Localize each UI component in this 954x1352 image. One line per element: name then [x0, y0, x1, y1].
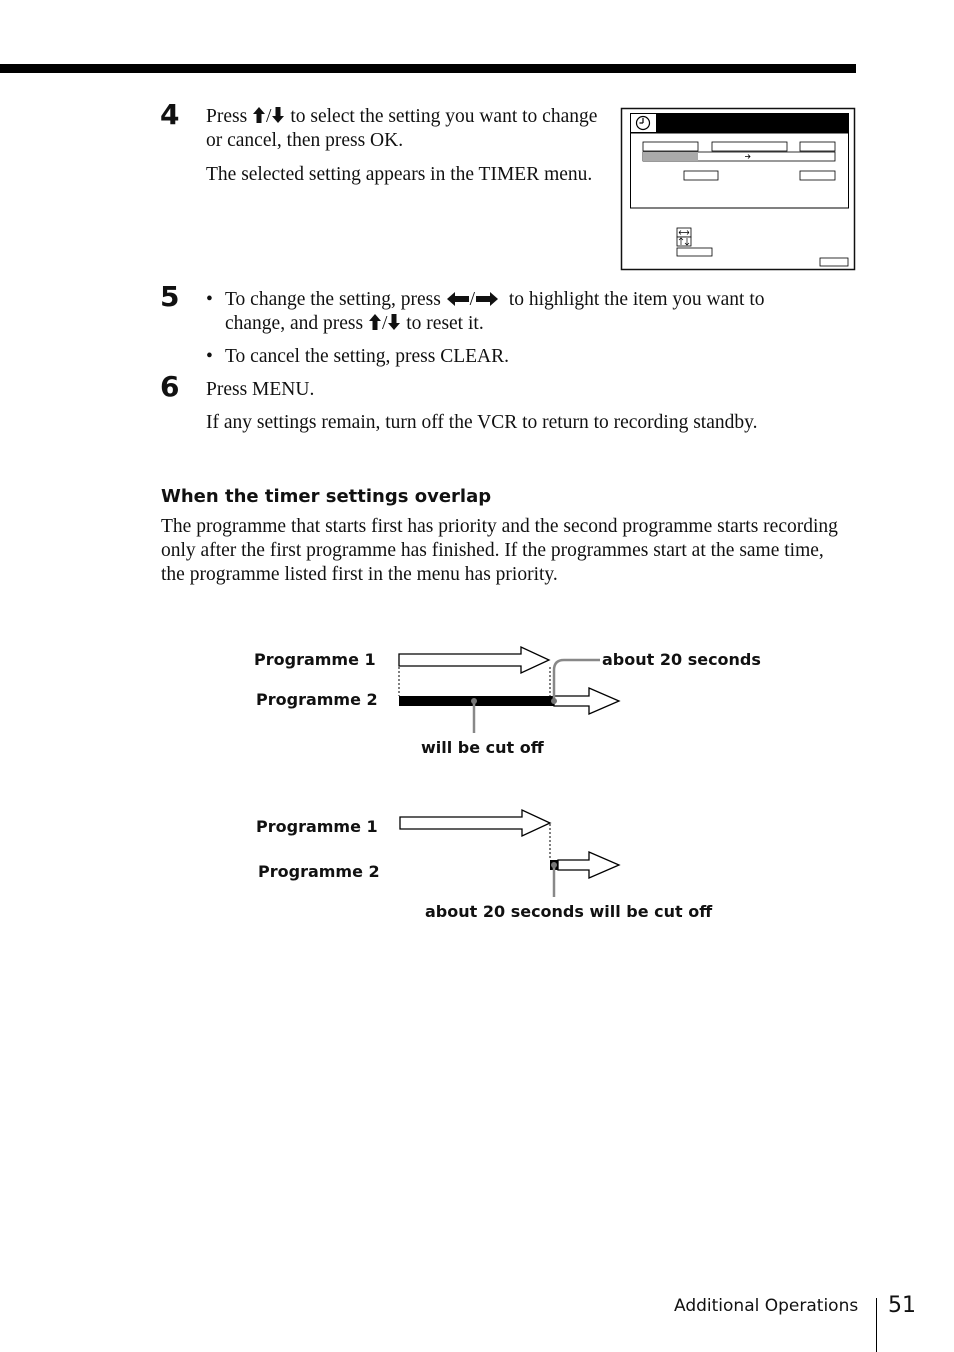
step-6-main: Press MENU. [206, 379, 315, 400]
diagram-2-cut-off-label: about 20 seconds will be cut off [425, 902, 713, 921]
diagram-1-will-be-cut-off-label: will be cut off [421, 738, 544, 757]
bullet-2: • [206, 346, 213, 367]
step-5-bullet-1-a: To change the setting, press [225, 289, 441, 310]
step-5-text: • To change the setting, press / to highlight the item you want to change, and press / to reset it. • To cancel the setting, press CLEAR. [206, 289, 765, 367]
step-4-note: The selected setting appears in the TIMER menu. [206, 164, 593, 185]
arrow-right-icon [475, 291, 499, 307]
arrow-down-icon [387, 313, 401, 331]
diagram-2-timeline [390, 805, 630, 900]
arrow-left-icon [446, 291, 470, 307]
step-4-text-a: Press [206, 106, 248, 127]
step-number-6: 6 [160, 370, 180, 403]
section-heading: When the timer settings overlap [161, 486, 492, 507]
diagram-2-programme-2-label: Programme 2 [258, 862, 380, 881]
step-5-bullet-2: To cancel the setting, press CLEAR. [225, 346, 510, 367]
footer-divider [876, 1298, 877, 1352]
bullet-1: • [206, 289, 213, 310]
step-5-bullet-1-d: to reset it. [406, 313, 484, 334]
section-paragraph: The programme that starts first has priority and the second programme starts recording only after the first programme has finished. If the programmes start at the same time, the programme listed first in the menu has priority. [161, 516, 838, 585]
programme-1-arrow [399, 647, 549, 673]
step-number-4: 4 [160, 98, 180, 131]
step-6-note: If any settings remain, turn off the VCR to return to recording standby. [206, 412, 758, 433]
step-4-text-c: change or cancel, then press OK. [206, 106, 598, 151]
step-4-text-b: to select the setting you want to [290, 106, 538, 127]
top-rule [0, 64, 856, 73]
programme-2-arrow [558, 852, 619, 878]
step-6-text [206, 378, 866, 435]
step-4-text: Press / to select the setting you want to change or cancel, then press OK. The selected setting appears in the TIMER menu. [206, 106, 598, 185]
programme-2-arrow [554, 688, 619, 714]
diagram-1-about-20-seconds-label: about 20 seconds [602, 650, 761, 669]
arrow-up-icon [368, 313, 382, 331]
diagram-1-programme-2-label: Programme 2 [256, 690, 378, 709]
diagram-2-programme-1-label: Programme 1 [256, 817, 378, 836]
step-number-5: 5 [160, 280, 180, 313]
arrow-down-icon [271, 106, 285, 124]
step-5-bullet-1-c: change, and press [225, 313, 364, 334]
arrow-up-icon [252, 106, 266, 124]
step-5-bullet-1-b: to highlight the item you want to [508, 289, 765, 310]
programme-1-arrow [400, 810, 550, 836]
diagram-1-timeline [390, 640, 630, 740]
diagram-1-programme-1-label: Programme 1 [254, 650, 376, 669]
page-number: 51 [888, 1293, 916, 1318]
timer-menu-screen-illustration [620, 107, 858, 273]
footer-section-title: Additional Operations [674, 1296, 859, 1316]
